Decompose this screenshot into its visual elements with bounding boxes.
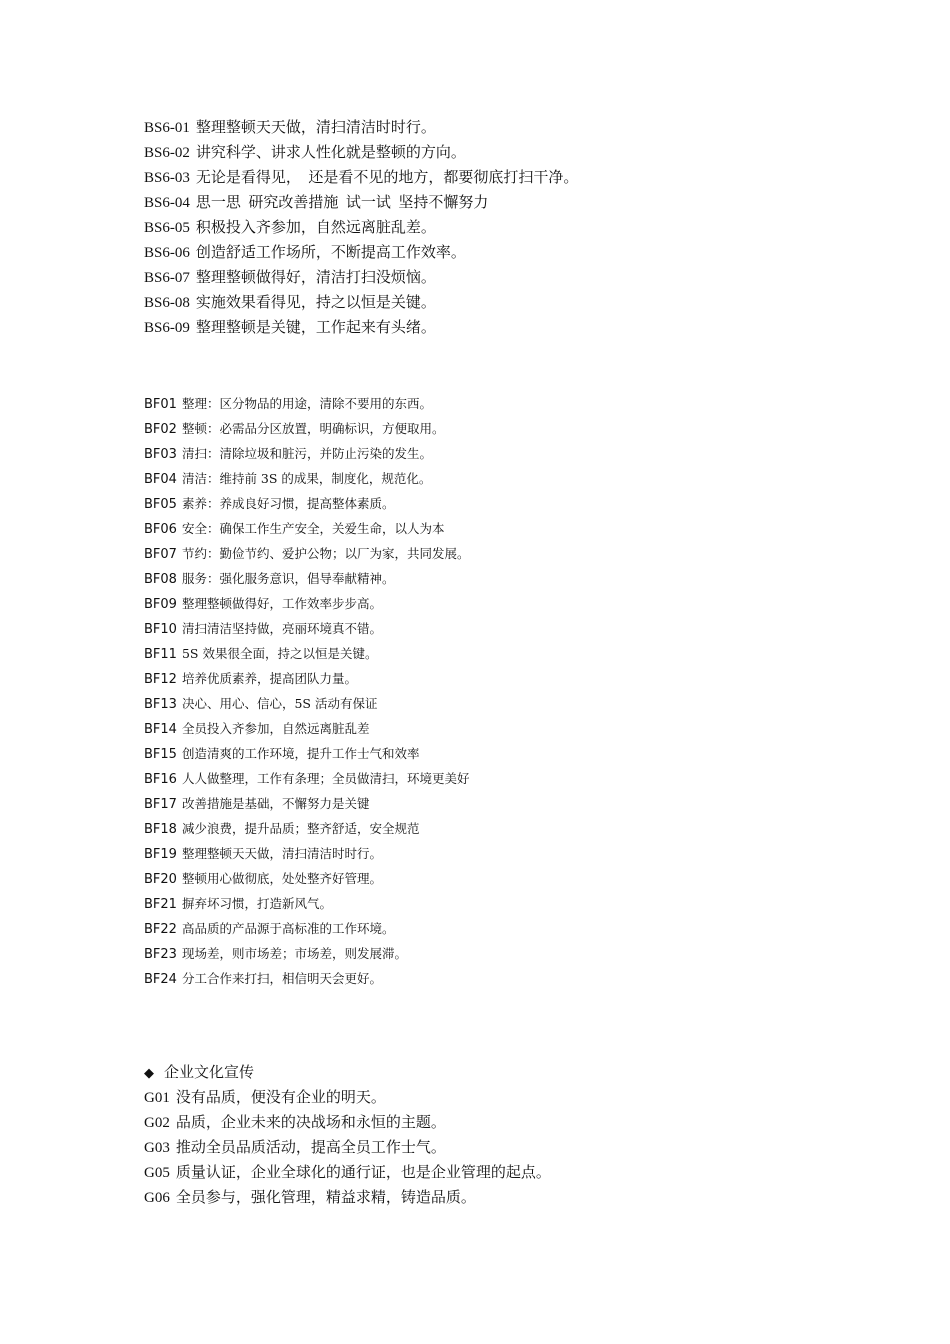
slogan-code: BS6-06 <box>144 245 190 261</box>
slogan-code: BF07 <box>144 547 177 562</box>
slogan-text: 推动全员品质活动，提高全员工作士气。 <box>175 1140 446 1156</box>
slogan-code: BS6-05 <box>144 220 190 236</box>
slogan-line <box>144 1086 844 1111</box>
slogan-text: 现场差，则市场差；市场差，则发展滞。 <box>181 946 407 961</box>
slogan-code: BF21 <box>144 897 177 912</box>
slogan-line <box>144 666 844 691</box>
slogan-line <box>144 1136 844 1161</box>
slogan-line <box>144 791 844 816</box>
slogan-text: 没有品质，便没有企业的明天。 <box>175 1090 386 1106</box>
slogan-text: 决心、用心、信心，5S 活动有保证 <box>181 696 378 711</box>
slogan-text: 全员投入齐参加，自然远离脏乱差 <box>181 721 370 736</box>
slogan-code: BS6-04 <box>144 195 190 211</box>
slogan-code: BS6-07 <box>144 270 190 286</box>
slogan-text: 质量认证，企业全球化的通行证，也是企业管理的起点。 <box>175 1165 551 1181</box>
slogan-text: 全员参与，强化管理，精益求精，铸造品质。 <box>175 1190 476 1206</box>
slogan-text: 整理整顿做得好，清洁打扫没烦恼。 <box>195 270 436 286</box>
slogan-code: BF19 <box>144 847 177 862</box>
slogan-line <box>144 841 844 866</box>
slogan-line <box>144 516 844 541</box>
slogan-line <box>144 216 844 241</box>
slogan-text: 整理整顿天天做，清扫清洁时时行。 <box>181 846 382 861</box>
slogan-text: 高品质的产品源于高标准的工作环境。 <box>181 921 395 936</box>
section-heading-text: 企业文化宣传 <box>164 1065 255 1081</box>
slogan-text: 无论是看得见， 还是看不见的地方，都要彻底打扫干净。 <box>195 170 579 186</box>
slogan-text: 5S 效果很全面，持之以恒是关键。 <box>181 646 378 661</box>
slogan-code: G05 <box>144 1165 170 1181</box>
slogan-code: BF15 <box>144 747 177 762</box>
slogan-line <box>144 241 844 266</box>
slogan-list-bf <box>144 391 844 991</box>
slogan-text: 思一思 研究改善措施 试一试 坚持不懈努力 <box>195 195 489 211</box>
slogan-code: G02 <box>144 1115 170 1131</box>
slogan-code: G03 <box>144 1140 170 1156</box>
slogan-code: BS6-09 <box>144 320 190 336</box>
slogan-code: BF23 <box>144 947 177 962</box>
diamond-bullet-icon: ◆ <box>144 1066 154 1081</box>
slogan-line <box>144 691 844 716</box>
slogan-line <box>144 716 844 741</box>
slogan-line <box>144 766 844 791</box>
slogan-code: G06 <box>144 1190 170 1206</box>
slogan-text: 节约：勤俭节约、爱护公物；以厂为家，共同发展。 <box>181 546 470 561</box>
slogan-line <box>144 1111 844 1136</box>
slogan-line <box>144 441 844 466</box>
slogan-text: 整顿：必需品分区放置，明确标识，方便取用。 <box>181 421 445 436</box>
slogan-line <box>144 316 844 341</box>
slogan-code: BF24 <box>144 972 177 987</box>
slogan-code: BF16 <box>144 772 177 787</box>
slogan-code: BF20 <box>144 872 177 887</box>
slogan-code: BS6-08 <box>144 295 190 311</box>
slogan-code: BS6-02 <box>144 145 190 161</box>
slogan-code: BF08 <box>144 572 177 587</box>
slogan-line <box>144 116 844 141</box>
slogan-line <box>144 1186 844 1211</box>
slogan-text: 减少浪费，提升品质；整齐舒适，安全规范 <box>181 821 420 836</box>
slogan-code: BF11 <box>144 647 177 662</box>
slogan-line <box>144 541 844 566</box>
slogan-text: 整理整顿天天做，清扫清洁时时行。 <box>195 120 436 136</box>
slogan-code: BF13 <box>144 697 177 712</box>
slogan-line <box>144 591 844 616</box>
slogan-text: 整理整顿是关键，工作起来有头绪。 <box>195 320 436 336</box>
slogan-line <box>144 141 844 166</box>
slogan-text: 清洁：维持前 3S 的成果，制度化，规范化。 <box>181 471 432 486</box>
slogan-line <box>144 166 844 191</box>
slogan-line <box>144 891 844 916</box>
slogan-code: BF06 <box>144 522 177 537</box>
slogan-text: 实施效果看得见，持之以恒是关键。 <box>195 295 436 311</box>
slogan-line <box>144 266 844 291</box>
slogan-list-bs6 <box>144 116 844 341</box>
slogan-line <box>144 866 844 891</box>
slogan-text: 人人做整理，工作有条理；全员做清扫，环境更美好 <box>181 771 470 786</box>
slogan-code: BF09 <box>144 597 177 612</box>
slogan-text: 素养：养成良好习惯，提高整体素质。 <box>181 496 395 511</box>
slogan-text: 整顿用心做彻底，处处整齐好管理。 <box>181 871 382 886</box>
slogan-line <box>144 291 844 316</box>
slogan-line <box>144 466 844 491</box>
slogan-line <box>144 566 844 591</box>
slogan-code: BF18 <box>144 822 177 837</box>
slogan-code: BF22 <box>144 922 177 937</box>
slogan-line <box>144 616 844 641</box>
slogan-line <box>144 491 844 516</box>
slogan-text: 安全：确保工作生产安全，关爱生命，以人为本 <box>181 521 445 536</box>
slogan-text: 改善措施是基础，不懈努力是关键 <box>181 796 370 811</box>
slogan-code: BS6-01 <box>144 120 190 136</box>
slogan-code: G01 <box>144 1090 170 1106</box>
slogan-code: BF14 <box>144 722 177 737</box>
slogan-text: 品质，企业未来的决战场和永恒的主题。 <box>175 1115 446 1131</box>
slogan-text: 培养优质素养，提高团队力量。 <box>181 671 357 686</box>
section-heading <box>144 1061 844 1086</box>
slogan-code: BS6-03 <box>144 170 190 186</box>
slogan-text: 服务：强化服务意识，倡导奉献精神。 <box>181 571 395 586</box>
slogan-line <box>144 641 844 666</box>
slogan-text: 积极投入齐参加，自然远离脏乱差。 <box>195 220 436 236</box>
slogan-line <box>144 1161 844 1186</box>
slogan-line <box>144 941 844 966</box>
slogan-line <box>144 741 844 766</box>
slogan-line <box>144 416 844 441</box>
slogan-text: 清扫：清除垃圾和脏污，并防止污染的发生。 <box>181 446 432 461</box>
slogan-text: 清扫清洁坚持做，亮丽环境真不错。 <box>181 621 382 636</box>
corporate-culture-section <box>144 1061 844 1211</box>
slogan-text: 整理：区分物品的用途，清除不要用的东西。 <box>181 396 432 411</box>
slogan-code: BF01 <box>144 397 177 412</box>
slogan-code: BF02 <box>144 422 177 437</box>
slogan-line <box>144 966 844 991</box>
slogan-text: 分工合作来打扫，相信明天会更好。 <box>181 971 382 986</box>
slogan-line <box>144 916 844 941</box>
slogan-text: 摒弃坏习惯，打造新风气。 <box>181 896 332 911</box>
slogan-line <box>144 391 844 416</box>
slogan-text: 讲究科学、讲求人性化就是整顿的方向。 <box>195 145 466 161</box>
slogan-code: BF05 <box>144 497 177 512</box>
slogan-code: BF17 <box>144 797 177 812</box>
slogan-text: 整理整顿做得好，工作效率步步高。 <box>181 596 382 611</box>
slogan-code: BF03 <box>144 447 177 462</box>
slogan-line <box>144 191 844 216</box>
slogan-line <box>144 816 844 841</box>
slogan-code: BF04 <box>144 472 177 487</box>
slogan-text: 创造舒适工作场所，不断提高工作效率。 <box>195 245 466 261</box>
slogan-text: 创造清爽的工作环境，提升工作士气和效率 <box>181 746 420 761</box>
slogan-code: BF10 <box>144 622 177 637</box>
slogan-code: BF12 <box>144 672 177 687</box>
